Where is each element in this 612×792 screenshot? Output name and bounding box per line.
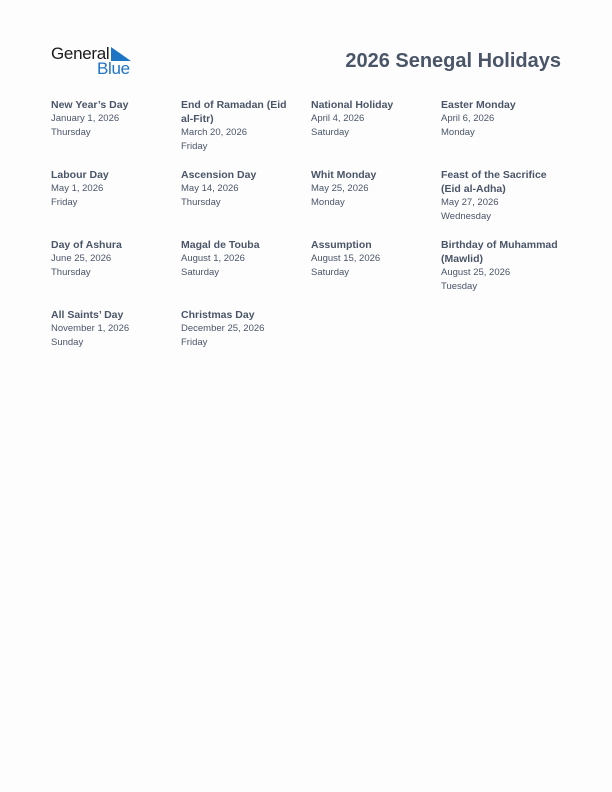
holiday-name: National Holiday	[311, 99, 394, 111]
holiday-date: December 25, 2026	[181, 323, 265, 334]
holiday-item	[311, 98, 431, 139]
holiday-name: Assumption	[311, 239, 372, 251]
holiday-name: All Saints’ Day	[51, 309, 124, 321]
holiday-name: Ascension Day	[181, 169, 257, 181]
holiday-name: Labour Day	[51, 169, 109, 181]
holiday-item	[311, 168, 431, 209]
generalblue-logo	[51, 44, 141, 78]
holiday-name: Magal de Touba	[181, 239, 260, 251]
holiday-date: May 25, 2026	[311, 183, 369, 194]
holiday-weekday: Wednesday	[441, 210, 491, 222]
holiday-name: Feast of the Sacrifice (Eid al-Adha)	[441, 169, 547, 195]
holiday-name: Christmas Day	[181, 309, 255, 321]
holiday-item	[181, 98, 301, 153]
holiday-item	[441, 98, 561, 139]
holiday-weekday: Saturday	[311, 126, 350, 138]
holiday-date: June 25, 2026	[51, 253, 112, 264]
holiday-weekday: Saturday	[181, 266, 220, 278]
holiday-item	[181, 168, 301, 209]
holiday-item	[441, 238, 561, 293]
holiday-weekday: Friday	[51, 196, 78, 208]
holiday-date: August 15, 2026	[311, 253, 381, 264]
holiday-item	[441, 168, 561, 223]
holiday-date: May 27, 2026	[441, 197, 499, 208]
holiday-weekday: Thursday	[51, 266, 91, 278]
holiday-name: New Year’s Day	[51, 99, 129, 111]
holiday-weekday: Friday	[181, 336, 208, 348]
holiday-weekday: Thursday	[51, 126, 91, 138]
holiday-item	[51, 238, 171, 279]
holiday-date: August 1, 2026	[181, 253, 245, 264]
holiday-name: Whit Monday	[311, 169, 377, 181]
holiday-date: May 14, 2026	[181, 183, 239, 194]
holiday-item	[181, 238, 301, 279]
holiday-name: End of Ramadan (Eid al-Fitr)	[181, 99, 287, 125]
holiday-weekday: Friday	[181, 140, 208, 152]
holiday-weekday: Monday	[311, 196, 345, 208]
holiday-date: January 1, 2026	[51, 113, 120, 124]
holiday-item	[311, 238, 431, 279]
holiday-name: Day of Ashura	[51, 239, 122, 251]
page-title: 2026 Senegal Holidays	[345, 50, 561, 72]
holiday-weekday: Saturday	[311, 266, 350, 278]
holiday-weekday: Thursday	[181, 196, 221, 208]
holiday-name: Easter Monday	[441, 99, 516, 111]
holiday-date: April 4, 2026	[311, 113, 365, 124]
holiday-date: April 6, 2026	[441, 113, 495, 124]
holiday-date: November 1, 2026	[51, 323, 130, 334]
holiday-date: May 1, 2026	[51, 183, 104, 194]
holiday-weekday: Monday	[441, 126, 475, 138]
holiday-date: March 20, 2026	[181, 127, 248, 138]
holiday-item	[51, 308, 171, 349]
holiday-weekday: Tuesday	[441, 280, 478, 292]
holiday-item	[51, 168, 171, 209]
holiday-date: August 25, 2026	[441, 267, 511, 278]
logo-text-blue: Blue	[97, 59, 130, 78]
holiday-item	[51, 98, 171, 139]
holiday-name: Birthday of Muhammad (Mawlid)	[441, 239, 558, 265]
holiday-item	[181, 308, 301, 349]
logo-text-general: General	[51, 44, 110, 63]
holiday-weekday: Sunday	[51, 336, 84, 348]
